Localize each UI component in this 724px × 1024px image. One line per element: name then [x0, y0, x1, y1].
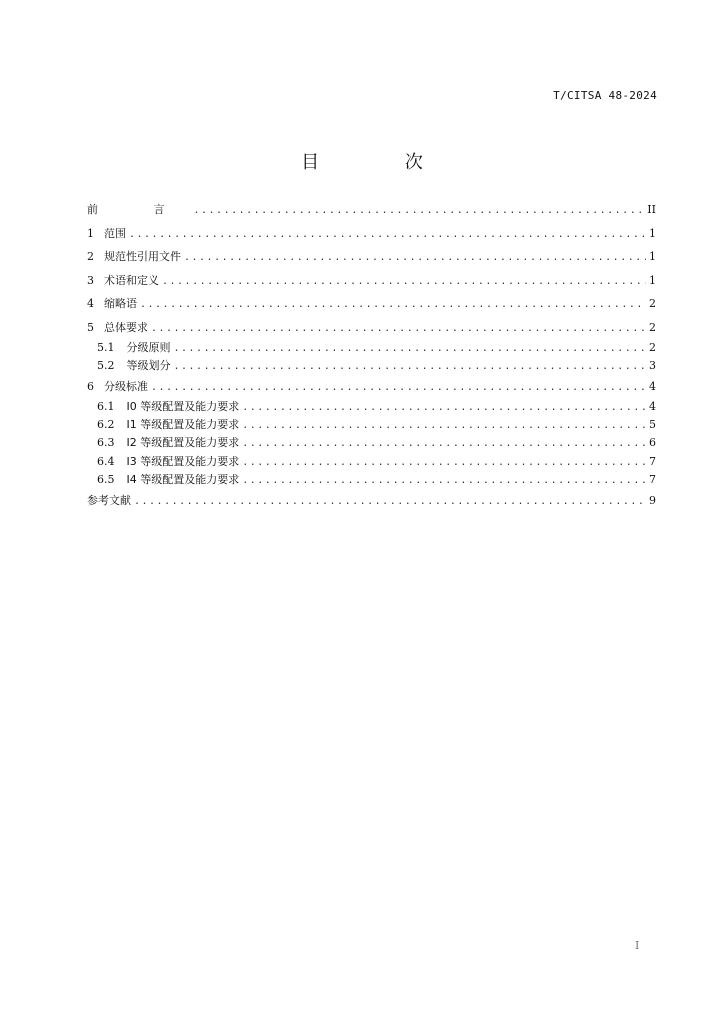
toc-entry-number: 2 [87, 250, 94, 264]
toc-entry-label: 范围 [104, 226, 126, 240]
toc-entry-classification-standards[interactable] [87, 377, 656, 396]
toc-entry-general-requirements[interactable] [87, 318, 656, 337]
toc-entry-bibliography[interactable] [87, 491, 656, 510]
toc-entry-page: 2 [649, 320, 656, 334]
toc-entry-page: 7 [649, 454, 656, 468]
toc-entry-page: 5 [649, 417, 656, 431]
toc-leader-dots [242, 399, 646, 416]
toc-entry-i2-requirements[interactable] [87, 434, 656, 451]
toc-entry-page: 3 [649, 358, 656, 372]
toc-entry-number: 5.2 [97, 358, 115, 372]
toc-entry-page: 4 [649, 399, 656, 413]
toc-entry-label: 规范性引用文件 [104, 250, 181, 264]
toc-entry-abbreviations[interactable] [87, 294, 656, 313]
toc-entry-number: 5.1 [97, 340, 115, 354]
toc-entry-number: 4 [87, 297, 94, 311]
toc-entry-page: 1 [649, 273, 656, 287]
toc-entry-number: 6.1 [97, 399, 115, 413]
toc-leader-dots [129, 225, 646, 244]
toc-entry-number: 3 [87, 273, 94, 287]
toc-entry-page: II [647, 203, 656, 216]
toc-leader-dots [174, 358, 647, 375]
toc-entry-label: 参考文献 [87, 494, 131, 508]
toc-leader-dots [242, 454, 646, 471]
toc-entry-i4-requirements[interactable] [87, 471, 656, 488]
toc-entry-label: 前 言 [87, 203, 191, 216]
toc-entry-number: 6.2 [97, 417, 115, 431]
toc-entry-scope[interactable] [87, 224, 656, 243]
toc-entry-classification-principles[interactable] [87, 339, 656, 356]
toc-entry-label: 分级原则 [126, 340, 171, 354]
toc-entry-number: 6.3 [97, 436, 115, 450]
toc-entry-i0-requirements[interactable] [87, 398, 656, 415]
toc-entry-label: I3 等级配置及能力要求 [126, 454, 240, 468]
toc-leader-dots [174, 340, 647, 357]
toc-entry-page: 6 [649, 436, 656, 450]
toc-leader-dots [134, 492, 646, 511]
toc-entry-label: I1 等级配置及能力要求 [126, 417, 240, 431]
toc-entry-label: I2 等级配置及能力要求 [126, 436, 240, 450]
toc-entry-page: 9 [649, 494, 656, 508]
toc-leader-dots [194, 201, 645, 220]
toc-entry-number: 6.5 [97, 473, 115, 487]
toc-entry-page: 2 [649, 340, 656, 354]
toc-entry-level-division[interactable] [87, 357, 656, 374]
toc-entry-foreword[interactable] [87, 200, 656, 219]
toc-leader-dots [242, 435, 646, 452]
toc-entry-number: 6 [87, 379, 94, 393]
document-code: T/CITSA 48-2024 [553, 89, 657, 102]
toc-entry-number: 1 [87, 226, 94, 240]
toc-leader-dots [242, 472, 646, 489]
toc-entry-page: 1 [649, 250, 656, 264]
toc-entry-page: 4 [649, 379, 656, 393]
toc-leader-dots [162, 272, 646, 291]
toc-entry-label: 缩略语 [104, 297, 137, 311]
toc-leader-dots [151, 378, 646, 397]
toc-entry-page: 1 [649, 226, 656, 240]
toc-entry-i3-requirements[interactable] [87, 453, 656, 470]
toc-entry-label: I4 等级配置及能力要求 [126, 473, 240, 487]
toc-entry-page: 7 [649, 473, 656, 487]
toc-leader-dots [242, 417, 646, 434]
toc-entry-label: 总体要求 [104, 320, 148, 334]
toc-title: 目 次 [301, 152, 463, 173]
toc-leader-dots [151, 319, 646, 338]
toc-entry-page: 2 [649, 297, 656, 311]
toc-entry-number: 6.4 [97, 454, 115, 468]
table-of-contents [87, 200, 656, 515]
toc-entry-label: 术语和定义 [104, 273, 159, 287]
page-number: I [635, 939, 640, 952]
toc-entry-terms-definitions[interactable] [87, 271, 656, 290]
toc-entry-label: 等级划分 [126, 358, 171, 372]
toc-entry-label: 分级标准 [104, 379, 148, 393]
toc-leader-dots [184, 248, 646, 267]
toc-leader-dots [140, 295, 646, 314]
toc-entry-number: 5 [87, 320, 94, 334]
toc-entry-label: I0 等级配置及能力要求 [126, 399, 240, 413]
toc-entry-normative-references[interactable] [87, 247, 656, 266]
toc-entry-i1-requirements[interactable] [87, 416, 656, 433]
